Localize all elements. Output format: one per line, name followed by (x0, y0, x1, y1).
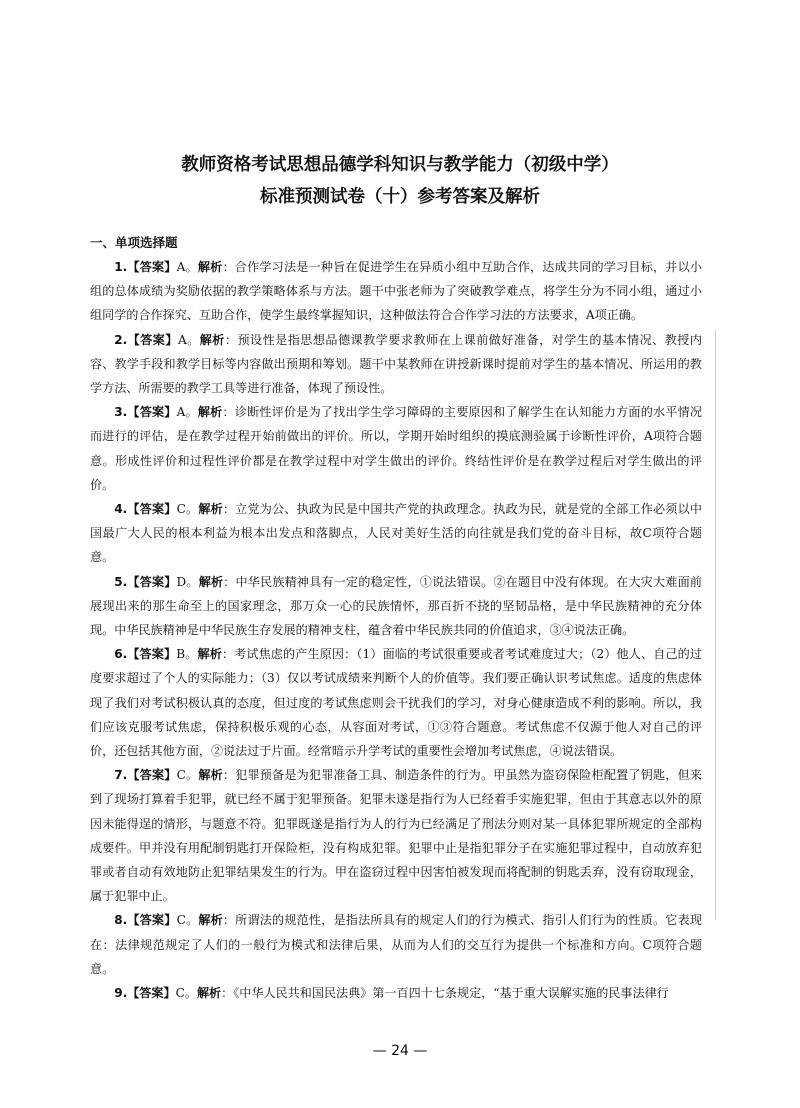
analysis-label: 解析 (198, 768, 223, 783)
answer-label: 【答案】 (127, 768, 177, 783)
analysis-label: 解析 (198, 574, 224, 589)
answer-item: 9.【答案】C。解析：《中华人民共和国民法典》第一百四十七条规定，“基于重大误解实施的民事法律行 (114, 986, 669, 1001)
title-line-2: 标准预测试卷（十）参考答案及解析 (260, 187, 540, 207)
answer-label: 【答案】 (127, 332, 178, 347)
answer-label: 【答案】 (127, 574, 177, 589)
analysis-label: 解析 (199, 332, 225, 347)
answer-item: 8.【答案】C。解析：所谓法的规范性，是指法所具有的规定人们的行为模式、指引人们行为的性质。它表现在：法律规范规定了人们的一般行为模式和法律后果，从而为人们的交互行为提供一个标准和方向。C项符合题意。 (90, 913, 702, 976)
analysis-label: 解析 (196, 986, 222, 1001)
answer-item: 7.【答案】C。解析：犯罪预备是为犯罪准备工具、制造条件的行为。甲虽然为盗窃保险柜配置了钥匙，但来到了现场打算着手犯罪，就已经不属于犯罪预备。犯罪未遂是指行为人已经着手实施犯罪，但由于其意志以外的原因未能得逞的情形，与题意不符。犯罪既遂是指行为人的行为已经满足了刑法分则对某一具体犯罪所规定的全部构成要件。甲并没有用配制钥匙打开保险柜，没有构成犯罪。犯罪中止是指犯罪分子在实施犯罪过程中，自动放弃犯罪或者自动有效地防止犯罪结果发生的行为。甲在盗窃过程中因害怕被发现而将配制的钥匙丢弃，没有窃取现金，属于犯罪中止。 (90, 768, 702, 904)
answer-label: 【答案】 (127, 986, 176, 1001)
answer-list (90, 255, 702, 1005)
answer-item: 4.【答案】C。解析：立党为公、执政为民是中国共产党的执政理念。执政为民，就是党的全部工作必须以中国最广大人民的根本利益为根本出发点和落脚点，人民对美好生活的向往就是我们党的奋斗目标，故C项符合题意。 (90, 502, 702, 565)
analysis-label: 解析 (197, 405, 223, 420)
answer-label: 【答案】 (127, 913, 177, 928)
answer-label: 【答案】 (127, 647, 177, 662)
analysis-label: 解析 (198, 502, 223, 517)
answer-item: 1.【答案】A。解析：合作学习法是一种旨在促进学生在异质小组中互助合作，达成共同的学习目标，并以小组的总体成绩为奖励依据的教学策略体系与方法。题干中张老师为了突破教学难点，将学生分为不同小组，通过小组同学的合作探究、互助合作，使学生最终掌握知识，这种做法符合合作学习法的方法要求，A项正确。 (90, 260, 702, 323)
answer-label: 【答案】 (127, 260, 177, 274)
title-line-1: 教师资格考试思想品德学科知识与教学能力（初级中学） (181, 155, 619, 175)
answer-item: 5.【答案】D。解析：中华民族精神具有一定的稳定性，①说法错误。②在题目中没有体现。在大灾大难面前展现出来的那生命至上的国家理念，那万众一心的民族情怀，那百折不挠的坚韧品格，是中华民族精神的充分体现。中华民族精神是中华民族生存发展的精神支柱，蕴含着中华民族共同的价值追求，③④说法正确。 (90, 574, 702, 638)
answer-item: 3.【答案】A。解析：诊断性评价是为了找出学生学习障碍的主要原因和了解学生在认知能力方面的水平情况而进行的评估，是在教学过程开始前做出的评价。所以，学期开始时组织的摸底测验属于诊断性评价，A项符合题意。形成性评价和过程性评价都是在教学过程中对学生做出的评价。终结性评价是在教学过程后对学生做出的评价。 (90, 405, 702, 492)
page-number: — 24 — (372, 1043, 428, 1059)
answer-label: 【答案】 (127, 405, 177, 420)
scan-margin-line (715, 330, 716, 920)
section-heading: 一、单项选择题 (90, 235, 178, 250)
analysis-label: 解析 (198, 913, 223, 928)
analysis-label: 解析 (197, 647, 222, 662)
answer-label: 【答案】 (127, 502, 177, 517)
analysis-label: 解析 (197, 260, 223, 274)
answer-item: 2.【答案】A。解析：预设性是指思想品德课教学要求教师在上课前做好准备，对学生的基本情况、教授内容、教学手段和教学目标等内容做出预期和筹划。题干中某教师在讲授新课时提前对学生的基本情况、所运用的教学方法、所需要的教学工具等进行准备，体现了预设性。 (90, 332, 702, 396)
answer-item: 6.【答案】B。解析：考试焦虑的产生原因：（1）面临的考试很重要或者考试难度过大；（2）他人、自己的过度要求超过了个人的实际能力；（3）仅以考试成绩来判断个人的价值等。我们要正确认识考试焦虑。适度的焦虑体现了我们对考试积极认真的态度，但过度的考试焦虑则会干扰我们的学习，对身心健康造成不利的影响。所以，我们应该克服考试焦虑，保持积极乐观的心态，从容面对考试，①③符合题意。考试焦虑不仅源于他人对自己的评价，还包括其他方面，②说法过于片面。经常暗示升学考试的重要性会增加考试焦虑，④说法错误。 (90, 647, 702, 759)
